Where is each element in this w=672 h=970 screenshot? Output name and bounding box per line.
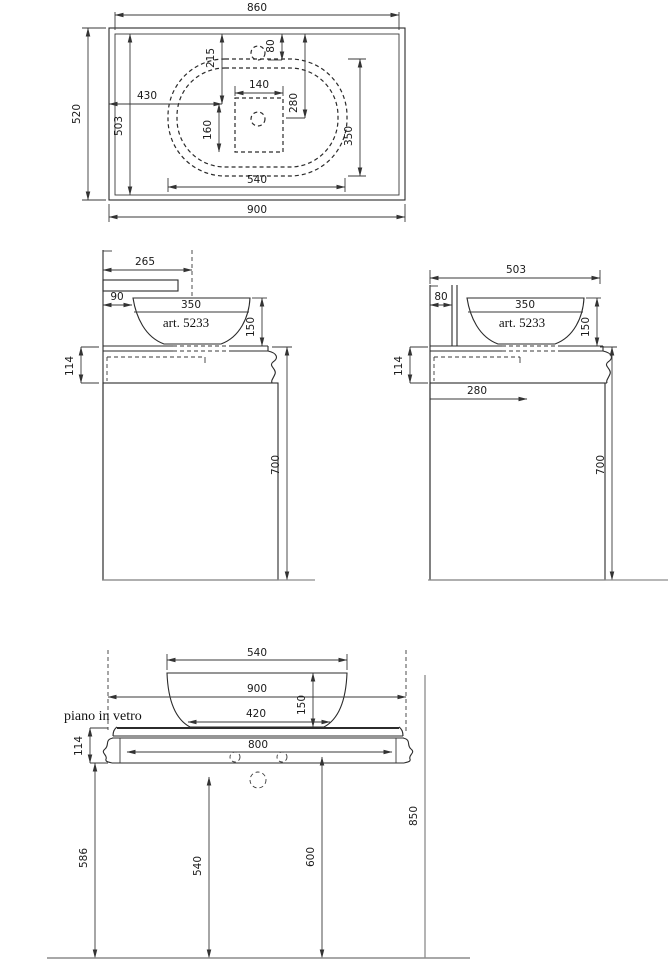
counter-scroll-edge <box>603 351 611 383</box>
front-view <box>47 647 470 958</box>
dim-basin-height: 150 <box>580 316 592 338</box>
drain-hole <box>251 112 265 126</box>
counter-inner-edge <box>115 34 399 195</box>
dim-inner-width: 860 <box>246 2 268 14</box>
dim-basin-top: 350 <box>514 299 536 311</box>
side-view-right <box>393 264 668 580</box>
dim-back-clearance: 280 <box>288 92 300 114</box>
dim-rim-width: 540 <box>246 647 268 659</box>
dim-drain-height: 540 <box>192 855 204 877</box>
product-code: art. 5233 <box>498 315 546 330</box>
dim-basin-top: 350 <box>180 299 202 311</box>
plan-view <box>71 2 405 222</box>
dim-basin-height: 150 <box>296 694 308 716</box>
glass-note: piano in vetro <box>64 709 142 724</box>
dim-basin-width: 350 <box>343 125 355 147</box>
dim-cabinet-height: 700 <box>595 454 607 476</box>
wall-spout <box>103 280 178 291</box>
drain-box-hidden <box>235 98 283 152</box>
dim-cabinet-width: 800 <box>247 739 269 751</box>
dim-square-height: 160 <box>202 119 214 141</box>
dim-back-to-center: 215 <box>205 47 217 69</box>
dim-faucet-wall-offset: 80 <box>434 291 448 303</box>
fixing-hole-left <box>230 752 240 762</box>
basin-outer-oval <box>168 59 347 176</box>
cabinet-body <box>103 383 278 580</box>
dim-spout-reach: 265 <box>134 256 156 268</box>
dim-outer-width: 900 <box>246 204 268 216</box>
cabinet-body <box>430 383 605 580</box>
dim-apron-height: 586 <box>78 847 90 869</box>
counter-scroll-left <box>103 738 113 763</box>
dim-outer-depth: 520 <box>71 103 83 125</box>
dim-top-thickness: 114 <box>393 355 405 377</box>
dim-glass-width: 900 <box>246 683 268 695</box>
dim-top-thickness: 114 <box>64 355 76 377</box>
dim-base-width: 420 <box>245 708 267 720</box>
dim-drawer-depth: 280 <box>466 385 488 397</box>
counter-scroll-right <box>403 738 413 763</box>
dim-center-offset: 430 <box>136 90 158 102</box>
dim-rim-offset: 90 <box>110 291 124 303</box>
dim-total-height: 850 <box>408 805 420 827</box>
faucet-hole <box>251 46 265 60</box>
side-view-left <box>64 250 315 580</box>
drain-pipe-hidden <box>250 772 266 788</box>
dim-basin-length: 540 <box>246 174 268 186</box>
front-view-thickness-dim <box>73 728 108 763</box>
dim-inner-depth: 503 <box>113 115 125 137</box>
glass-top <box>430 346 603 351</box>
product-code: art. 5233 <box>162 315 210 330</box>
faucet-riser <box>452 285 457 346</box>
dim-depth: 503 <box>505 264 527 276</box>
dim-cabinet-height: 700 <box>270 454 282 476</box>
dim-clearance-height: 600 <box>305 846 317 868</box>
glass-top <box>103 346 268 351</box>
dim-top-thickness: 114 <box>73 735 85 757</box>
counter-scroll-edge <box>268 351 276 383</box>
dim-faucet-offset: 80 <box>265 39 277 53</box>
dim-square-width: 140 <box>248 79 270 91</box>
dim-basin-height: 150 <box>245 316 257 338</box>
fixing-hole-right <box>277 752 287 762</box>
